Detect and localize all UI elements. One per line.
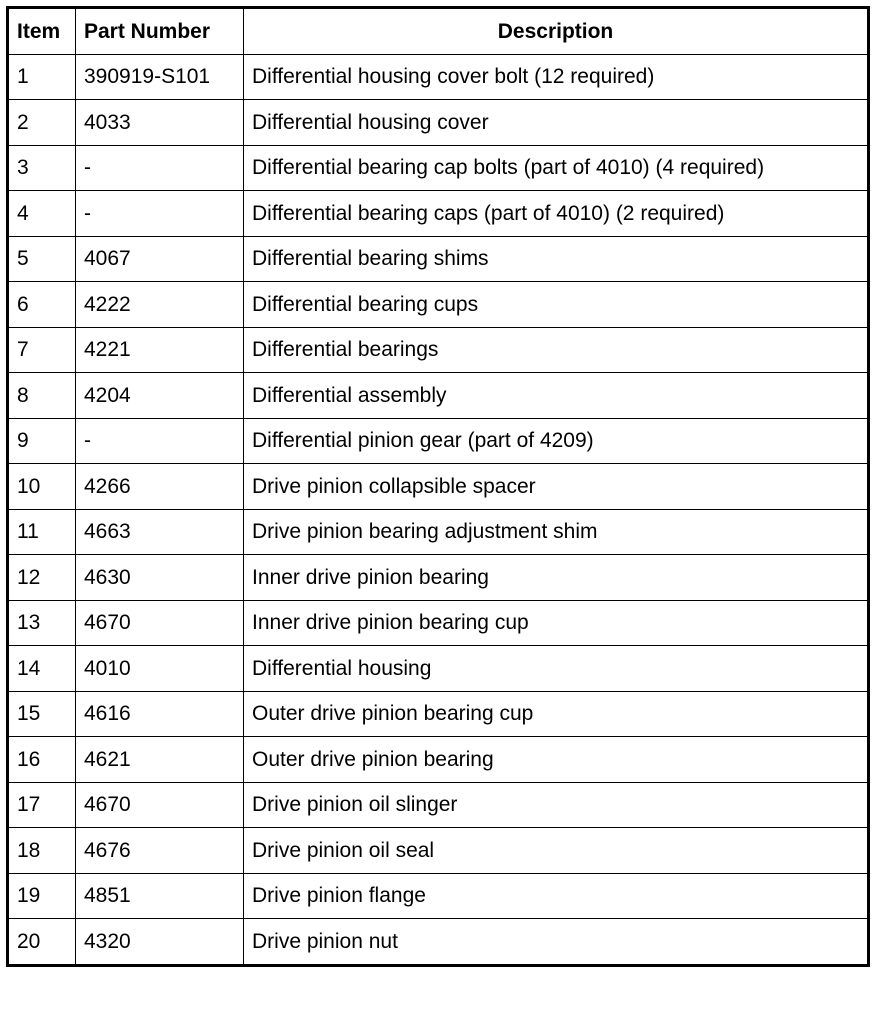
cell-description: Differential bearing cap bolts (part of 4010) (4 required) <box>244 145 869 191</box>
table-row <box>8 646 869 692</box>
cell-item: 17 <box>8 782 76 828</box>
cell-item: 14 <box>8 646 76 692</box>
cell-description: Drive pinion oil seal <box>244 828 869 874</box>
cell-part-number: 390919-S101 <box>76 54 244 100</box>
cell-description: Differential pinion gear (part of 4209) <box>244 418 869 464</box>
cell-description: Differential assembly <box>244 373 869 419</box>
cell-part-number: 4204 <box>76 373 244 419</box>
cell-item: 13 <box>8 600 76 646</box>
table-row <box>8 327 869 373</box>
cell-part-number: 4221 <box>76 327 244 373</box>
table-header-row <box>8 8 869 55</box>
cell-item: 1 <box>8 54 76 100</box>
table-row <box>8 191 869 237</box>
table-body <box>8 54 869 965</box>
cell-description: Inner drive pinion bearing cup <box>244 600 869 646</box>
cell-item: 8 <box>8 373 76 419</box>
table-row <box>8 373 869 419</box>
cell-item: 4 <box>8 191 76 237</box>
table-row <box>8 236 869 282</box>
cell-description: Inner drive pinion bearing <box>244 555 869 601</box>
cell-description: Outer drive pinion bearing cup <box>244 691 869 737</box>
cell-item: 12 <box>8 555 76 601</box>
cell-description: Differential housing <box>244 646 869 692</box>
cell-item: 19 <box>8 873 76 919</box>
cell-part-number: 4630 <box>76 555 244 601</box>
table-row <box>8 464 869 510</box>
table-row <box>8 828 869 874</box>
cell-part-number: - <box>76 418 244 464</box>
cell-part-number: 4033 <box>76 100 244 146</box>
cell-item: 3 <box>8 145 76 191</box>
cell-part-number: 4067 <box>76 236 244 282</box>
cell-part-number: 4266 <box>76 464 244 510</box>
cell-description: Drive pinion oil slinger <box>244 782 869 828</box>
parts-table <box>6 6 870 967</box>
table-row <box>8 919 869 966</box>
table-row <box>8 145 869 191</box>
cell-description: Differential housing cover <box>244 100 869 146</box>
cell-item: 11 <box>8 509 76 555</box>
table-row <box>8 418 869 464</box>
table-row <box>8 737 869 783</box>
cell-description: Drive pinion flange <box>244 873 869 919</box>
table-row <box>8 873 869 919</box>
cell-item: 15 <box>8 691 76 737</box>
cell-part-number: 4670 <box>76 600 244 646</box>
cell-description: Drive pinion bearing adjustment shim <box>244 509 869 555</box>
cell-description: Differential bearing shims <box>244 236 869 282</box>
cell-item: 6 <box>8 282 76 328</box>
cell-item: 5 <box>8 236 76 282</box>
cell-part-number: - <box>76 145 244 191</box>
cell-description: Differential bearings <box>244 327 869 373</box>
table-row <box>8 782 869 828</box>
cell-item: 18 <box>8 828 76 874</box>
cell-description: Differential bearing cups <box>244 282 869 328</box>
cell-part-number: 4670 <box>76 782 244 828</box>
cell-item: 16 <box>8 737 76 783</box>
table-row <box>8 691 869 737</box>
cell-description: Differential bearing caps (part of 4010) (2 required) <box>244 191 869 237</box>
cell-description: Differential housing cover bolt (12 required) <box>244 54 869 100</box>
cell-part-number: 4010 <box>76 646 244 692</box>
table-row <box>8 509 869 555</box>
cell-part-number: 4621 <box>76 737 244 783</box>
column-header-part-number: Part Number <box>76 8 244 55</box>
table-row <box>8 600 869 646</box>
cell-part-number: 4616 <box>76 691 244 737</box>
column-header-description: Description <box>244 8 869 55</box>
cell-part-number: 4663 <box>76 509 244 555</box>
cell-item: 10 <box>8 464 76 510</box>
cell-item: 20 <box>8 919 76 966</box>
table-row <box>8 54 869 100</box>
column-header-item: Item <box>8 8 76 55</box>
cell-part-number: 4222 <box>76 282 244 328</box>
cell-item: 7 <box>8 327 76 373</box>
cell-description: Outer drive pinion bearing <box>244 737 869 783</box>
cell-part-number: - <box>76 191 244 237</box>
cell-part-number: 4320 <box>76 919 244 966</box>
cell-item: 2 <box>8 100 76 146</box>
table-row <box>8 282 869 328</box>
table-row <box>8 100 869 146</box>
cell-part-number: 4851 <box>76 873 244 919</box>
cell-description: Drive pinion nut <box>244 919 869 966</box>
table-row <box>8 555 869 601</box>
cell-item: 9 <box>8 418 76 464</box>
cell-part-number: 4676 <box>76 828 244 874</box>
cell-description: Drive pinion collapsible spacer <box>244 464 869 510</box>
